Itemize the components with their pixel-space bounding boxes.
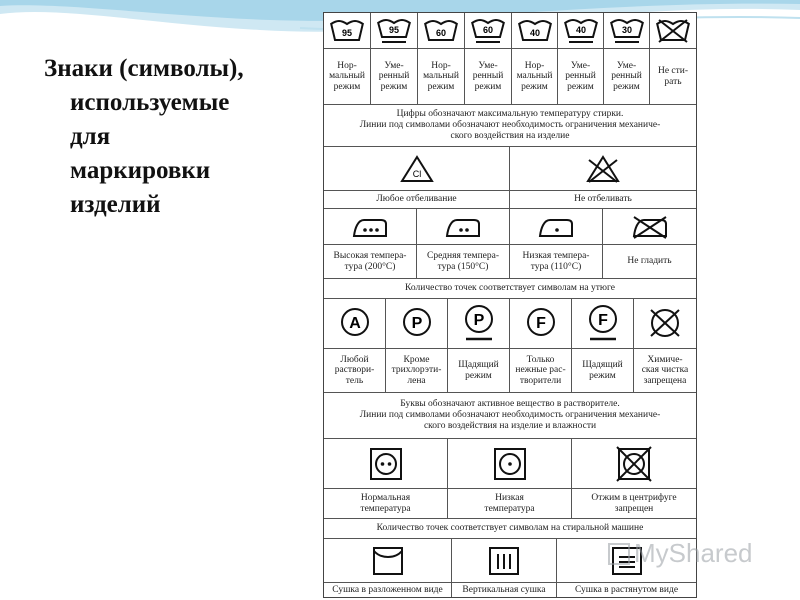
wash-60-gentle-icon (465, 13, 512, 48)
care-symbols-table (323, 12, 697, 598)
dryclean-labels-row (324, 349, 696, 393)
dryclean-letter: A (348, 314, 361, 332)
tumble-labels-row (324, 489, 696, 519)
watermark-logo-icon (608, 543, 630, 565)
bleach-label: Не отбеливать (574, 194, 632, 205)
title-line-4: маркировки (70, 157, 211, 184)
drying-label: Вертикальная сушка (462, 584, 546, 595)
bleach-cl-label: Cl (412, 168, 421, 179)
dryclean-label: Любой раствори- тель (334, 354, 375, 386)
title-line-3: для (70, 123, 111, 150)
slide-title (44, 52, 314, 222)
drying-label: Сушка в растянутом виде (574, 584, 679, 595)
title-line-1: Знаки (символы), (44, 55, 244, 82)
iron-high-icon (324, 209, 417, 244)
dryclean-letter: P (473, 311, 484, 329)
wash-temp-label: 30 (621, 24, 632, 35)
bleach-icons-row (324, 147, 696, 191)
dryclean-label: Химиче- ская чистка запрещена (641, 354, 689, 386)
drying-labels-row (324, 583, 696, 597)
tumble-note: Количество точек соответствует символам на стиральной машине (376, 523, 644, 533)
wash-40-normal-icon (512, 13, 558, 48)
wash-labels-row (324, 49, 696, 105)
wash-temp-label: 40 (529, 27, 540, 38)
wash-label: Уме- ренный режим (378, 60, 410, 92)
iron-label: Средняя темпера- тура (150°C) (426, 251, 500, 272)
wash-icons-row (324, 13, 696, 49)
do-not-wash-icon (650, 13, 696, 48)
iron-note: Количество точек соответствует символам на утюге (405, 283, 615, 293)
wash-label: Уме- ренный режим (611, 60, 642, 92)
dry-flat-icon (324, 539, 452, 582)
iron-note-row (324, 279, 696, 299)
tumble-label: Нормальная температура (360, 493, 411, 514)
bleach-labels-row (324, 191, 696, 209)
iron-label: Не гладить (627, 256, 672, 267)
drying-label: Сушка в разложенном виде (332, 584, 443, 595)
dryclean-letter: F (597, 311, 608, 329)
no-tumble-icon (572, 439, 696, 488)
iron-low-icon (510, 209, 603, 244)
dryclean-note: Буквы обозначают активное вещество в растворителе. Линии под символами обозначают необходимость ограничения механиче- ского воздействия на изделие и влажности (359, 399, 661, 431)
dryclean-f-icon (510, 299, 572, 348)
wash-label: Нор- мальный режим (423, 60, 459, 92)
wash-95-gentle-icon (371, 13, 418, 48)
tumble-label: Низкая температура (484, 493, 535, 514)
iron-label: Низкая темпера- тура (110°C) (522, 251, 590, 272)
wash-temp-label: 60 (435, 27, 447, 38)
wash-note-row (324, 105, 696, 147)
dryclean-f-gentle-icon (572, 299, 634, 348)
iron-labels-row (324, 245, 696, 279)
tumble-label: Отжим в центрифуге запрещен (591, 493, 677, 514)
wash-95-normal-icon (324, 13, 371, 48)
dryclean-label: Щадящий режим (458, 360, 499, 381)
no-bleach-icon (510, 147, 696, 190)
drip-dry-icon (452, 539, 557, 582)
wash-label: Не сти- рать (657, 66, 689, 87)
dryclean-letter: P (411, 314, 422, 332)
any-bleach-icon (324, 147, 510, 190)
iron-icons-row (324, 209, 696, 245)
watermark-text: MyShared (634, 538, 753, 568)
wash-label: Уме- ренный режим (472, 60, 504, 92)
watermark (608, 538, 753, 569)
wash-note: Цифры обозначают максимальную температуру стирки. Линии под символами обозначают необходимость ограничения механиче- ского воздействия на изделие (359, 109, 661, 141)
dryclean-p-gentle-icon (448, 299, 510, 348)
iron-medium-icon (417, 209, 510, 244)
wash-label: Нор- мальный режим (516, 60, 553, 92)
no-iron-icon (603, 209, 696, 244)
dryclean-p-icon (386, 299, 448, 348)
wash-label: Нор- мальный режим (329, 60, 365, 92)
dryclean-label: Щадящий режим (582, 360, 623, 381)
no-dryclean-icon (634, 299, 696, 348)
tumble-icons-row (324, 439, 696, 489)
wash-temp-label: 95 (388, 24, 400, 35)
tumble-low-icon (448, 439, 572, 488)
wash-60-normal-icon (418, 13, 465, 48)
dryclean-note-row (324, 393, 696, 439)
tumble-normal-icon (324, 439, 448, 488)
title-line-5: изделий (70, 191, 161, 218)
dryclean-label: Только нежные рас- творители (515, 354, 566, 386)
wash-temp-label: 60 (482, 24, 494, 35)
dryclean-icons-row (324, 299, 696, 349)
wash-40-gentle-icon (558, 13, 604, 48)
title-line-2: используемые (70, 89, 230, 116)
dryclean-letter: F (535, 314, 546, 332)
wash-temp-label: 95 (341, 27, 353, 38)
dryclean-label: Кроме трихлорэти- лена (391, 354, 442, 386)
wash-temp-label: 40 (575, 24, 586, 35)
tumble-note-row (324, 519, 696, 539)
dryclean-a-icon (324, 299, 386, 348)
bleach-label: Любое отбеливание (376, 194, 457, 205)
iron-label: Высокая темпера- тура (200°C) (333, 251, 407, 272)
wash-30-gentle-icon (604, 13, 650, 48)
wash-label: Уме- ренный режим (565, 60, 596, 92)
